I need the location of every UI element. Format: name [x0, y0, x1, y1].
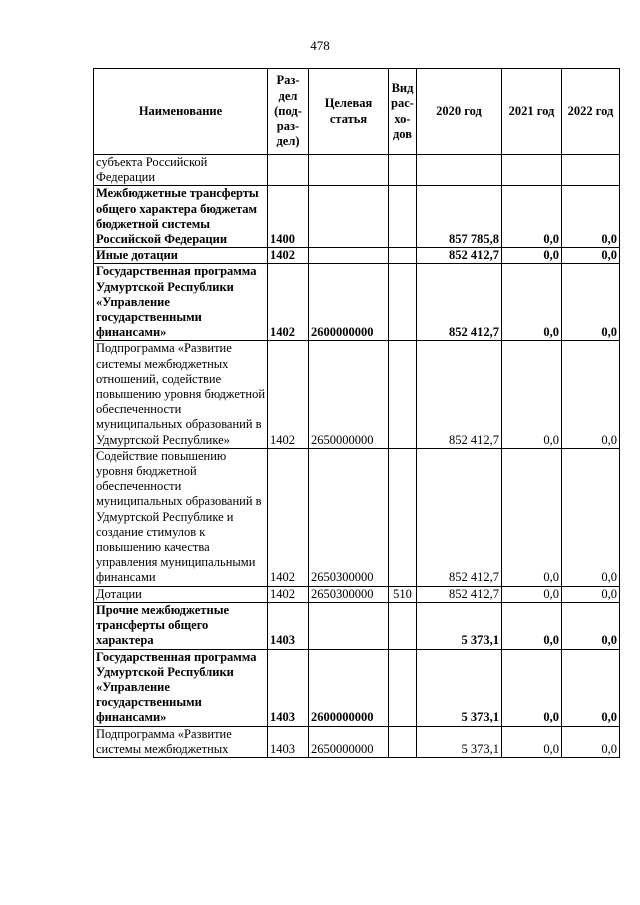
table-row: [94, 649, 620, 726]
row-expense-type: [389, 186, 417, 248]
row-section: 1402: [268, 341, 309, 448]
row-name: Межбюджетные трансферты общего характера бюджетам бюджетной системы Российской Федерации: [94, 186, 268, 248]
row-2022: 0,0: [562, 341, 620, 448]
header-article: Целевая статья: [309, 69, 389, 155]
row-2022: 0,0: [562, 248, 620, 264]
row-article: 2650000000: [309, 341, 389, 448]
row-2020: 852 412,7: [417, 264, 502, 341]
page-number: 478: [310, 38, 330, 53]
row-2021: [502, 155, 562, 186]
row-2020: 852 412,7: [417, 341, 502, 448]
row-name: Содействие повышению уровня бюджетной обеспеченности муниципальных образований в Удмуртской Республике и создание стимулов к повышению качества управления муниципальными финансами: [94, 448, 268, 586]
table-row: [94, 341, 620, 448]
row-2020: 852 412,7: [417, 586, 502, 602]
row-expense-type: 510: [389, 586, 417, 602]
row-article: [309, 248, 389, 264]
table-body: [94, 155, 620, 758]
row-expense-type: [389, 248, 417, 264]
row-article: 2650000000: [309, 726, 389, 757]
row-2020: [417, 155, 502, 186]
row-2021: 0,0: [502, 186, 562, 248]
row-article: 2600000000: [309, 264, 389, 341]
row-expense-type: [389, 448, 417, 586]
table-row: [94, 448, 620, 586]
header-expense-type: Вид рас- хо- дов: [389, 69, 417, 155]
row-section: 1403: [268, 602, 309, 649]
row-section: 1402: [268, 248, 309, 264]
row-2020: 857 785,8: [417, 186, 502, 248]
row-name: Прочие межбюджетные трансферты общего характера: [94, 602, 268, 649]
table-row: [94, 602, 620, 649]
header-name: Наименование: [94, 69, 268, 155]
row-section: [268, 155, 309, 186]
row-2022: 0,0: [562, 586, 620, 602]
row-2020: 5 373,1: [417, 602, 502, 649]
row-2021: 0,0: [502, 341, 562, 448]
row-2020: 5 373,1: [417, 726, 502, 757]
row-name: Подпрограмма «Развитие системы межбюджетных отношений, содействие повышению уровня бюджетной обеспеченности муниципальных образований в Удмуртской Республике»: [94, 341, 268, 448]
row-section: 1400: [268, 186, 309, 248]
row-article: [309, 155, 389, 186]
table-row: [94, 248, 620, 264]
row-article: 2600000000: [309, 649, 389, 726]
row-expense-type: [389, 602, 417, 649]
budget-table: [93, 68, 620, 758]
row-2020: 852 412,7: [417, 448, 502, 586]
row-expense-type: [389, 341, 417, 448]
row-expense-type: [389, 649, 417, 726]
table-row: [94, 586, 620, 602]
row-2022: [562, 155, 620, 186]
row-name: Государственная программа Удмуртской Республики «Управление государственными финансами»: [94, 264, 268, 341]
row-2022: 0,0: [562, 602, 620, 649]
header-2022: 2022 год: [562, 69, 620, 155]
row-article: 2650300000: [309, 586, 389, 602]
row-2021: 0,0: [502, 586, 562, 602]
row-section: 1402: [268, 264, 309, 341]
header-section: Раз- дел (под- раз- дел): [268, 69, 309, 155]
row-2021: 0,0: [502, 248, 562, 264]
table-row: [94, 186, 620, 248]
header-2021: 2021 год: [502, 69, 562, 155]
table-row: [94, 155, 620, 186]
row-2022: 0,0: [562, 649, 620, 726]
row-2021: 0,0: [502, 726, 562, 757]
header-2020: 2020 год: [417, 69, 502, 155]
row-name: Государственная программа Удмуртской Республики «Управление государственными финансами»: [94, 649, 268, 726]
row-expense-type: [389, 155, 417, 186]
table-row: [94, 726, 620, 757]
row-2020: 852 412,7: [417, 248, 502, 264]
row-article: 2650300000: [309, 448, 389, 586]
row-name: Подпрограмма «Развитие системы межбюджетных: [94, 726, 268, 757]
row-expense-type: [389, 726, 417, 757]
row-2021: 0,0: [502, 602, 562, 649]
row-name: Дотации: [94, 586, 268, 602]
row-section: 1403: [268, 649, 309, 726]
table-header: [94, 69, 620, 155]
row-section: 1402: [268, 586, 309, 602]
row-2022: 0,0: [562, 264, 620, 341]
row-article: [309, 602, 389, 649]
row-name: Иные дотации: [94, 248, 268, 264]
row-2022: 0,0: [562, 448, 620, 586]
row-2021: 0,0: [502, 264, 562, 341]
row-2022: 0,0: [562, 726, 620, 757]
row-name: субъекта Российской Федерации: [94, 155, 268, 186]
row-section: 1402: [268, 448, 309, 586]
row-2020: 5 373,1: [417, 649, 502, 726]
row-section: 1403: [268, 726, 309, 757]
row-2021: 0,0: [502, 649, 562, 726]
row-article: [309, 186, 389, 248]
row-2022: 0,0: [562, 186, 620, 248]
row-expense-type: [389, 264, 417, 341]
row-2021: 0,0: [502, 448, 562, 586]
table-row: [94, 264, 620, 341]
